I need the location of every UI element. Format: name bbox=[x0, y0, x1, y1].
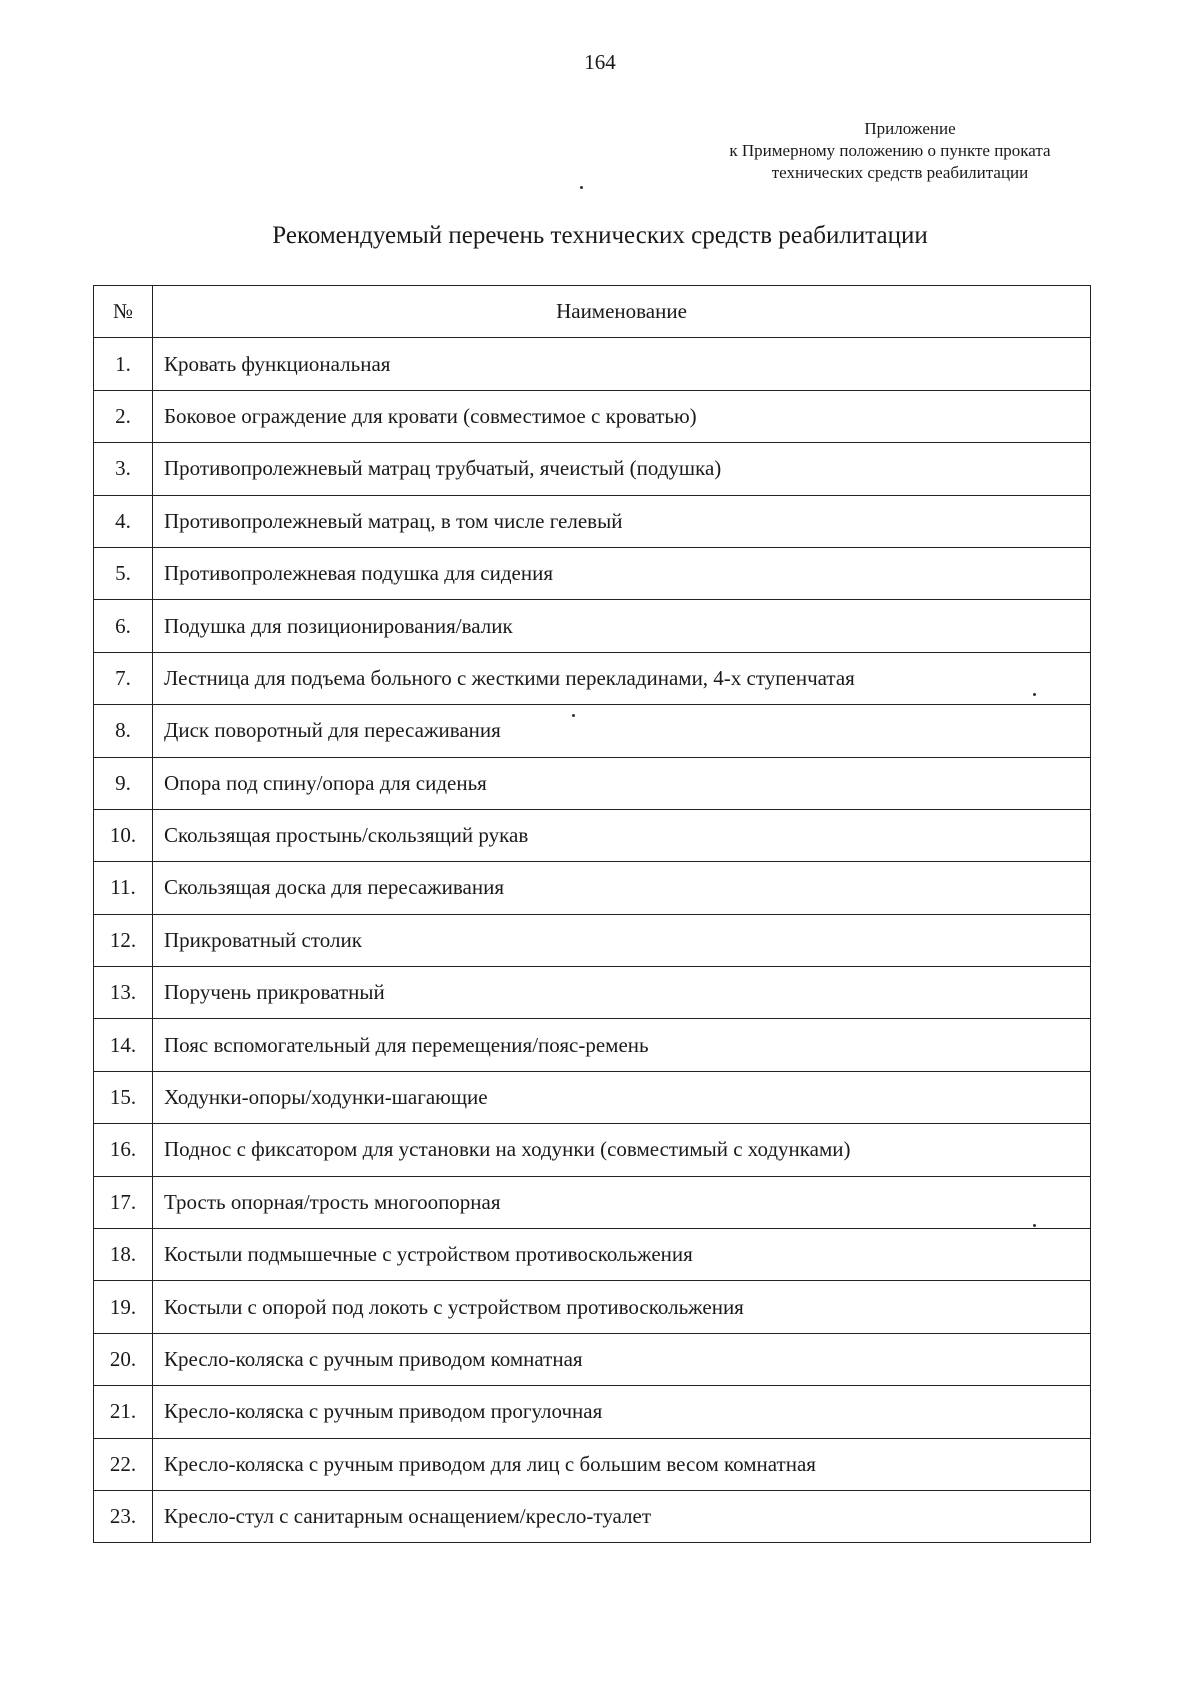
row-number: 5. bbox=[94, 547, 153, 599]
table-row bbox=[94, 443, 1091, 495]
row-number: 3. bbox=[94, 443, 153, 495]
row-name: Трость опорная/трость многоопорная bbox=[153, 1176, 1091, 1228]
scan-speck bbox=[1033, 693, 1036, 696]
table-row bbox=[94, 1333, 1091, 1385]
row-number: 22. bbox=[94, 1438, 153, 1490]
table-row bbox=[94, 652, 1091, 704]
table-row bbox=[94, 1019, 1091, 1071]
table-row bbox=[94, 1229, 1091, 1281]
row-name: Подушка для позиционирования/валик bbox=[153, 600, 1091, 652]
row-number: 10. bbox=[94, 809, 153, 861]
row-name: Противопролежневый матрац, в том числе гелевый bbox=[153, 495, 1091, 547]
row-name: Прикроватный столик bbox=[153, 914, 1091, 966]
scan-speck bbox=[1033, 1224, 1036, 1227]
table-row bbox=[94, 1490, 1091, 1542]
row-number: 21. bbox=[94, 1386, 153, 1438]
appendix-line-3: технических средств реабилитации bbox=[771, 163, 1029, 182]
table-header-row bbox=[94, 286, 1091, 338]
table-row bbox=[94, 1281, 1091, 1333]
row-name: Боковое ограждение для кровати (совместимое с кроватью) bbox=[153, 390, 1091, 442]
row-number: 1. bbox=[94, 338, 153, 390]
header-number: № bbox=[94, 286, 153, 338]
row-number: 11. bbox=[94, 862, 153, 914]
row-name: Кресло-коляска с ручным приводом для лиц с большим весом комнатная bbox=[153, 1438, 1091, 1490]
row-name: Скользящая простынь/скользящий рукав bbox=[153, 809, 1091, 861]
table-row bbox=[94, 967, 1091, 1019]
row-number: 4. bbox=[94, 495, 153, 547]
row-number: 2. bbox=[94, 390, 153, 442]
row-number: 12. bbox=[94, 914, 153, 966]
table-row bbox=[94, 914, 1091, 966]
document-title: Рекомендуемый перечень технических средств реабилитации bbox=[272, 222, 928, 249]
table-row bbox=[94, 705, 1091, 757]
table-row bbox=[94, 600, 1091, 652]
appendix-line-1: Приложение bbox=[864, 119, 956, 138]
table-row bbox=[94, 1071, 1091, 1123]
row-name: Пояс вспомогательный для перемещения/пояс-ремень bbox=[153, 1019, 1091, 1071]
table-row bbox=[94, 1386, 1091, 1438]
table-row bbox=[94, 862, 1091, 914]
row-number: 9. bbox=[94, 757, 153, 809]
row-number: 18. bbox=[94, 1229, 153, 1281]
row-number: 15. bbox=[94, 1071, 153, 1123]
row-name: Противопролежневая подушка для сидения bbox=[153, 547, 1091, 599]
row-name: Костыли с опорой под локоть с устройством противоскольжения bbox=[153, 1281, 1091, 1333]
row-name: Кресло-стул с санитарным оснащением/кресло-туалет bbox=[153, 1490, 1091, 1542]
equipment-table bbox=[93, 285, 1091, 1543]
table-row bbox=[94, 495, 1091, 547]
row-name: Лестница для подъема больного с жесткими перекладинами, 4-х ступенчатая bbox=[153, 652, 1091, 704]
row-number: 13. bbox=[94, 967, 153, 1019]
row-number: 19. bbox=[94, 1281, 153, 1333]
page-number: 164 bbox=[584, 50, 616, 74]
row-name: Поднос с фиксатором для установки на ходунки (совместимый с ходунками) bbox=[153, 1124, 1091, 1176]
table-row bbox=[94, 757, 1091, 809]
scan-speck bbox=[580, 186, 583, 189]
table-row bbox=[94, 338, 1091, 390]
row-name: Скользящая доска для пересаживания bbox=[153, 862, 1091, 914]
row-name: Костыли подмышечные с устройством противоскольжения bbox=[153, 1229, 1091, 1281]
row-number: 8. bbox=[94, 705, 153, 757]
row-name: Диск поворотный для пересаживания bbox=[153, 705, 1091, 757]
table-row bbox=[94, 1124, 1091, 1176]
scan-speck bbox=[572, 714, 575, 717]
row-name: Ходунки-опоры/ходунки-шагающие bbox=[153, 1071, 1091, 1123]
row-name: Поручень прикроватный bbox=[153, 967, 1091, 1019]
row-name: Кровать функциональная bbox=[153, 338, 1091, 390]
appendix-note bbox=[660, 118, 1120, 184]
row-name: Кресло-коляска с ручным приводом прогулочная bbox=[153, 1386, 1091, 1438]
table-row bbox=[94, 1176, 1091, 1228]
row-name: Кресло-коляска с ручным приводом комнатная bbox=[153, 1333, 1091, 1385]
row-number: 20. bbox=[94, 1333, 153, 1385]
row-number: 23. bbox=[94, 1490, 153, 1542]
row-name: Противопролежневый матрац трубчатый, ячеистый (подушка) bbox=[153, 443, 1091, 495]
table-row bbox=[94, 390, 1091, 442]
appendix-line-2: к Примерному положению о пункте проката bbox=[729, 141, 1051, 160]
row-name: Опора под спину/опора для сиденья bbox=[153, 757, 1091, 809]
row-number: 14. bbox=[94, 1019, 153, 1071]
header-name: Наименование bbox=[153, 286, 1091, 338]
table-body bbox=[94, 338, 1091, 1543]
row-number: 6. bbox=[94, 600, 153, 652]
table-row bbox=[94, 809, 1091, 861]
row-number: 17. bbox=[94, 1176, 153, 1228]
table-row bbox=[94, 1438, 1091, 1490]
row-number: 7. bbox=[94, 652, 153, 704]
table-row bbox=[94, 547, 1091, 599]
row-number: 16. bbox=[94, 1124, 153, 1176]
